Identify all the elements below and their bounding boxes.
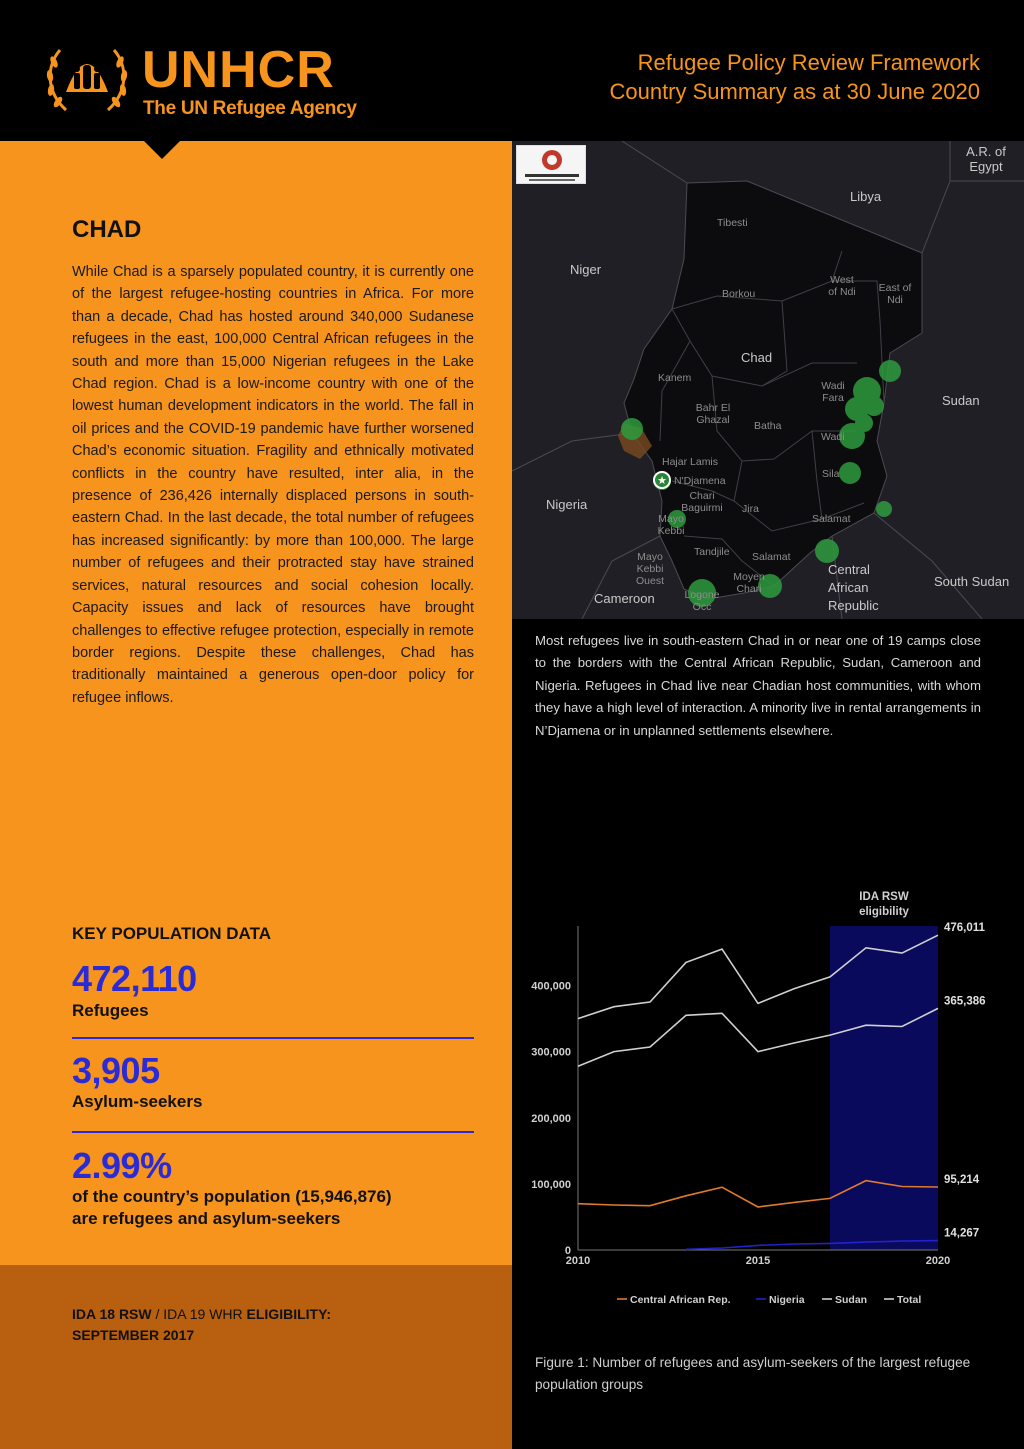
country-name: CHAD <box>72 216 142 243</box>
map-label-niger: Niger <box>570 262 602 277</box>
map-label-nigeria: Nigeria <box>546 497 588 512</box>
series-end-label: 476,011 <box>944 922 985 935</box>
map-label-sila: Sila <box>822 468 840 480</box>
camp-marker <box>879 360 901 382</box>
map-label-wadi-fira: Wadi Fara <box>821 380 845 404</box>
camp-marker <box>855 414 873 432</box>
map-label-ndjamena: N'Djamena <box>674 475 726 487</box>
camp-marker <box>839 462 861 484</box>
map-label-east-ennedi: East of Ndi <box>878 282 912 306</box>
document-title-line2: Country Summary as at 30 June 2020 <box>609 79 980 104</box>
eligibility-text <box>72 1304 331 1346</box>
population-share-label-line1: of the country’s population (15,946,876) <box>72 1187 392 1206</box>
camp-marker <box>864 396 884 416</box>
legend-label: Total <box>897 1294 922 1306</box>
unhcr-emblem-icon <box>42 40 132 116</box>
map-label-salamat-south: Salamat <box>752 551 791 563</box>
divider <box>72 1037 474 1039</box>
chart-svg <box>512 880 1024 1320</box>
map-label-moyen-chari: Moyen Chari <box>733 571 765 595</box>
map-label-sudan: Sudan <box>942 393 980 408</box>
map-label-mayo-kebbi-ouest: Mayo Kebbi Ouest <box>635 551 664 587</box>
map-label-egypt: A.R. of Egypt <box>966 144 1006 174</box>
org-tagline: The UN Refugee Agency <box>143 98 357 119</box>
population-share-value: 2.99% <box>72 1145 172 1186</box>
map-label-west-ennedi: West of Ndi <box>828 274 856 298</box>
unhcr-logo <box>42 40 372 124</box>
x-tick-label: 2020 <box>925 1255 951 1267</box>
asylum-seekers-label: Asylum-seekers <box>72 1092 203 1111</box>
world-bank-emblem-icon <box>517 146 587 185</box>
series-end-label: 14,267 <box>944 1227 980 1240</box>
camp-marker <box>876 501 892 517</box>
header-notch <box>144 141 180 159</box>
camp-marker <box>815 539 839 563</box>
org-name: UNHCR <box>142 41 335 99</box>
map-label-guera: Jira <box>742 503 759 515</box>
map-label-borkou: Borkou <box>722 288 756 300</box>
x-tick-label: 2010 <box>565 1255 591 1267</box>
refugees-value: 472,110 <box>72 958 197 999</box>
map-label-salamat: Salamat <box>812 513 851 525</box>
y-tick-label: 300,000 <box>531 1046 571 1059</box>
eligibility-band-label: IDA RSW <box>859 891 909 903</box>
map-label-kanem: Kanem <box>658 372 692 384</box>
map-label-tibesti: Tibesti <box>717 217 748 229</box>
map-label-chad: Chad <box>741 350 773 365</box>
key-population-title: KEY POPULATION DATA <box>72 924 271 943</box>
refugees-label: Refugees <box>72 1001 149 1020</box>
map-label-south-sudan: South Sudan <box>934 574 1010 589</box>
y-tick-label: 400,000 <box>531 980 571 993</box>
y-tick-label: 200,000 <box>531 1112 571 1125</box>
divider <box>72 1131 474 1133</box>
document-title <box>609 48 980 106</box>
refugee-camps-map <box>512 141 1024 619</box>
figure-caption: Figure 1: Number of refugees and asylum-seekers of the largest refugee population groups <box>535 1355 971 1393</box>
series-end-label: 95,214 <box>944 1174 980 1187</box>
eligibility-ida18: IDA 18 RSW <box>72 1306 152 1322</box>
map-label-tandjile: Tandjile <box>694 546 730 558</box>
eligibility-separator: / <box>151 1306 164 1322</box>
world-bank-logo <box>516 145 586 184</box>
y-tick-label: 0 <box>564 1245 571 1257</box>
map-label-ouaddai: Wadi <box>821 431 845 443</box>
map-label-cameroon: Cameroon <box>594 591 655 606</box>
asylum-seekers-value: 3,905 <box>72 1050 160 1091</box>
map-graphic <box>512 141 1024 619</box>
legend-label: Sudan <box>835 1294 868 1306</box>
document-title-line1: Refugee Policy Review Framework <box>637 50 980 75</box>
y-tick-label: 100,000 <box>531 1178 571 1191</box>
map-label-chari-baguirmi: Chari Baguirmi <box>681 490 723 514</box>
eligibility-band <box>830 926 938 1250</box>
map-label-libya: Libya <box>850 189 882 204</box>
page-header <box>0 0 1024 141</box>
map-label-batha: Batha <box>754 420 782 432</box>
population-share-label-line2: are refugees and asylum-seekers <box>72 1209 341 1228</box>
eligibility-band-label: eligibility <box>859 906 909 918</box>
legend-label: Central African Rep. <box>630 1294 731 1306</box>
map-label-mayo-kebbi-est: Mayo Kebbi <box>657 513 685 537</box>
map-label-hadjer-lamis: Hajar Lamis <box>662 456 719 468</box>
eligibility-heading: ELIGIBILITY: <box>242 1306 332 1322</box>
country-intro: While Chad is a sparsely populated country, it is currently one of the largest refugee-hosting countries in Africa. For more than a decade, Chad has hosted around 340,000 Sudanese refugees in the east, 100,000 Central African refugees in the south and more than 15,000 Nigerian refugees in the Lake Chad region. Chad is a low-income country with one of the lowest human development indicators in the world. The fall in oil prices and the COVID-19 pandemic have further worsened Chad’s economic situation. Fragility and ethnically motivated conflicts in the country have resulted, inter alia, in the presence of 236,426 internally displaced persons in south-eastern Chad. In the last decade, the total number of refugees has increased significantly: by more than 100,000. The large number of refugees and their protracted stay have strained services, natural resources and social cohesion locally. Capacity issues and lack of resources have brought challenges to effective refugee protection, especially in remote border regions. Despite these challenges, Chad has traditionally maintained a generous open-door policy for refugee inflows. <box>72 264 474 706</box>
legend-label: Nigeria <box>769 1294 805 1306</box>
population-share-label <box>72 1186 392 1230</box>
eligibility-date: SEPTEMBER 2017 <box>72 1327 195 1343</box>
eligibility-panel <box>0 1265 512 1449</box>
camp-marker <box>621 418 643 440</box>
map-label-bahr-el-ghazal: Bahr El Ghazal <box>695 402 731 426</box>
map-label-car: Central African Republic <box>828 562 879 613</box>
x-tick-label: 2015 <box>745 1255 771 1267</box>
map-label-logone: Logone Occ <box>684 589 720 613</box>
refugee-trend-chart <box>512 880 1024 1320</box>
map-caption: Most refugees live in south-eastern Chad in or near one of 19 camps close to the borders with the Central African Republic, Sudan, Cameroon and Nigeria. Refugees in Chad live near Chadian host communities, with whom they have a high level of interaction. A minority live in rental arrangements in N’Djamena or in unplanned settlements elsewhere. <box>535 633 981 738</box>
series-end-label: 365,386 <box>944 995 986 1008</box>
svg-text:★: ★ <box>657 474 667 487</box>
eligibility-ida19: IDA 19 WHR <box>163 1306 243 1322</box>
